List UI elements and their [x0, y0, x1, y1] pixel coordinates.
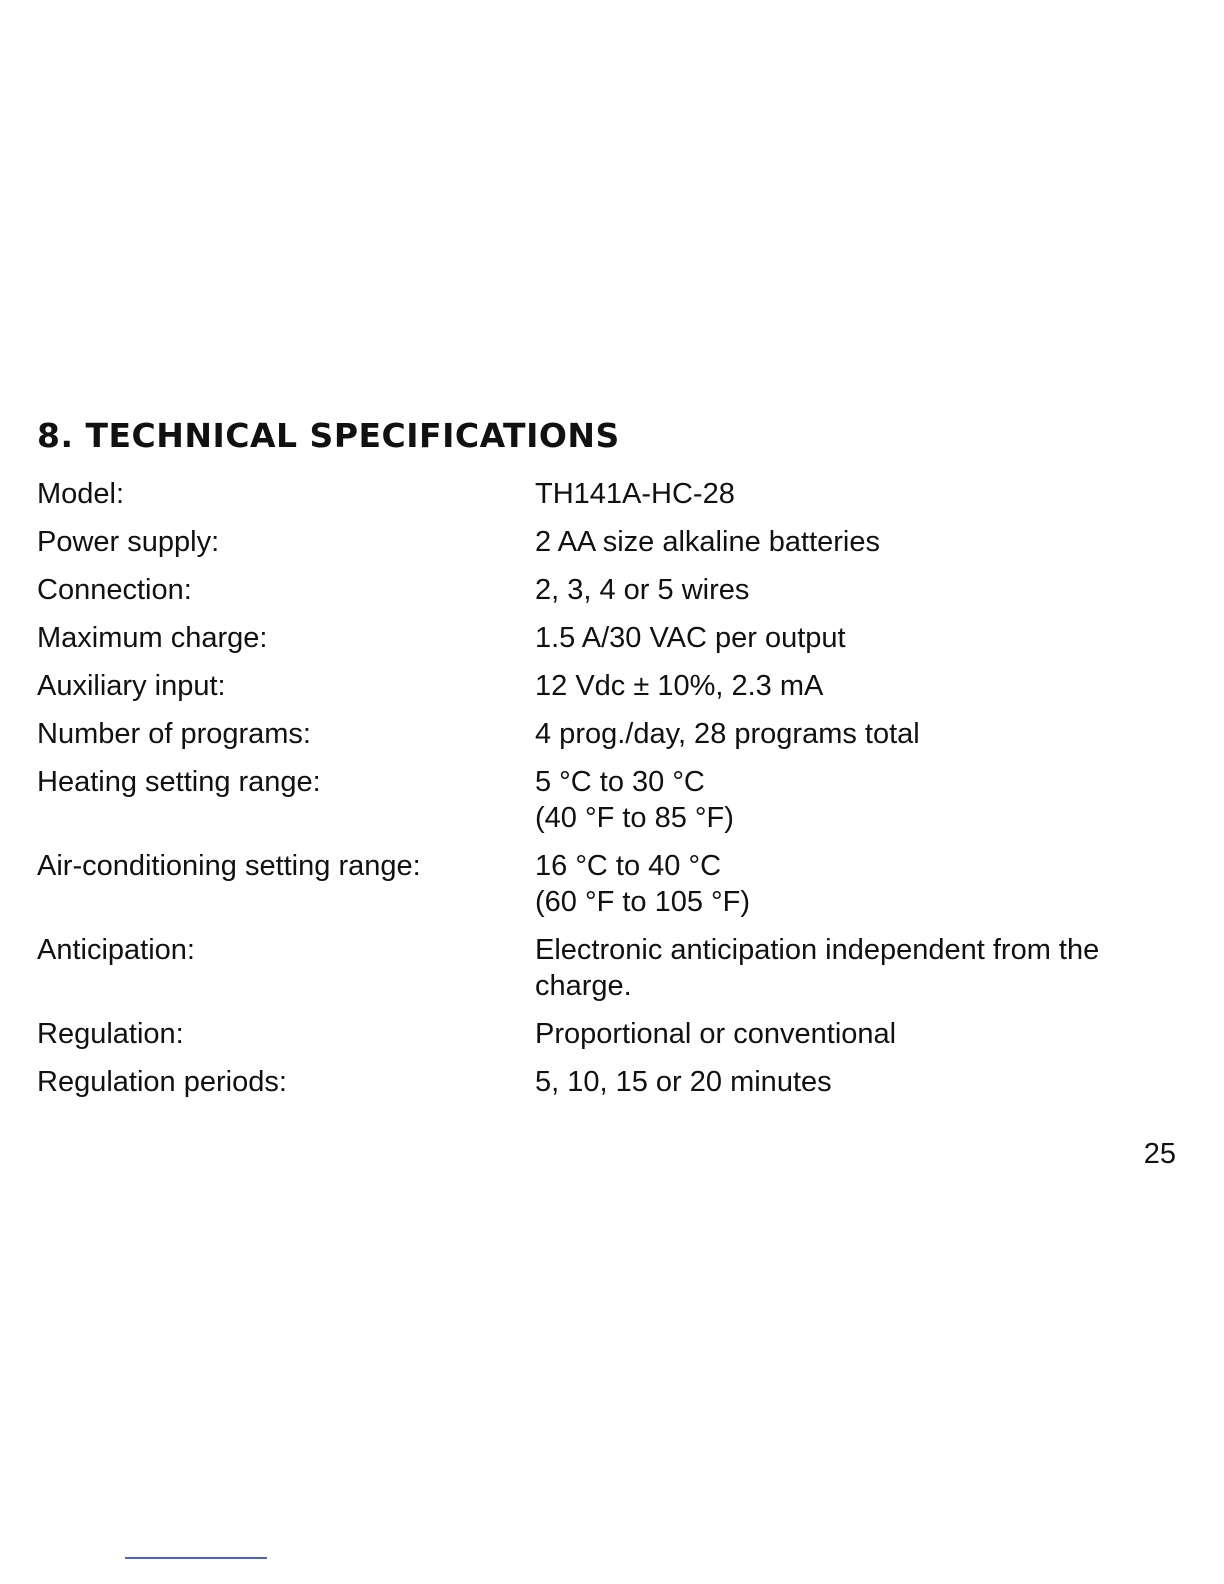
spec-label: Connection: [37, 574, 192, 606]
spec-value: Electronic anticipation independent from the charge. [535, 934, 1100, 1002]
spec-label: Number of programs: [37, 718, 311, 750]
spec-row-air-conditioning-range [37, 848, 1187, 920]
spec-row-model [37, 476, 1187, 512]
spec-row-maximum-charge [37, 620, 1187, 656]
spec-row-regulation-periods [37, 1064, 1187, 1100]
spec-value: 5 °C to 30 °C (40 °F to 85 °F) [535, 766, 734, 834]
spec-value: 16 °C to 40 °C (60 °F to 105 °F) [535, 850, 750, 918]
spec-row-number-of-programs [37, 716, 1187, 752]
spec-table [37, 476, 1187, 1112]
spec-value: Proportional or conventional [535, 1018, 897, 1050]
spec-row-heating-range [37, 764, 1187, 836]
footer-divider [125, 1557, 267, 1559]
spec-label: Heating setting range: [37, 766, 321, 798]
spec-value: TH141A-HC-28 [535, 478, 735, 510]
spec-value: 5, 10, 15 or 20 minutes [535, 1066, 832, 1098]
spec-label: Regulation: [37, 1018, 184, 1050]
spec-label: Power supply: [37, 526, 220, 558]
spec-label: Anticipation: [37, 934, 195, 966]
section-heading: 8. TECHNICAL SPECIFICATIONS [37, 416, 620, 455]
spec-label: Maximum charge: [37, 622, 268, 654]
spec-row-auxiliary-input [37, 668, 1187, 704]
spec-value: 4 prog./day, 28 programs total [535, 718, 920, 750]
spec-label: Air-conditioning setting range: [37, 850, 421, 882]
spec-row-regulation [37, 1016, 1187, 1052]
spec-row-anticipation [37, 932, 1187, 1004]
spec-label: Regulation periods: [37, 1066, 287, 1098]
spec-row-connection [37, 572, 1187, 608]
spec-label: Auxiliary input: [37, 670, 226, 702]
spec-value: 12 Vdc ± 10%, 2.3 mA [535, 670, 824, 702]
spec-row-power-supply [37, 524, 1187, 560]
page-number: 25 [1143, 1138, 1176, 1170]
spec-value: 1.5 A/30 VAC per output [535, 622, 846, 654]
spec-label: Model: [37, 478, 125, 510]
spec-value: 2 AA size alkaline batteries [535, 526, 880, 558]
spec-value: 2, 3, 4 or 5 wires [535, 574, 750, 606]
